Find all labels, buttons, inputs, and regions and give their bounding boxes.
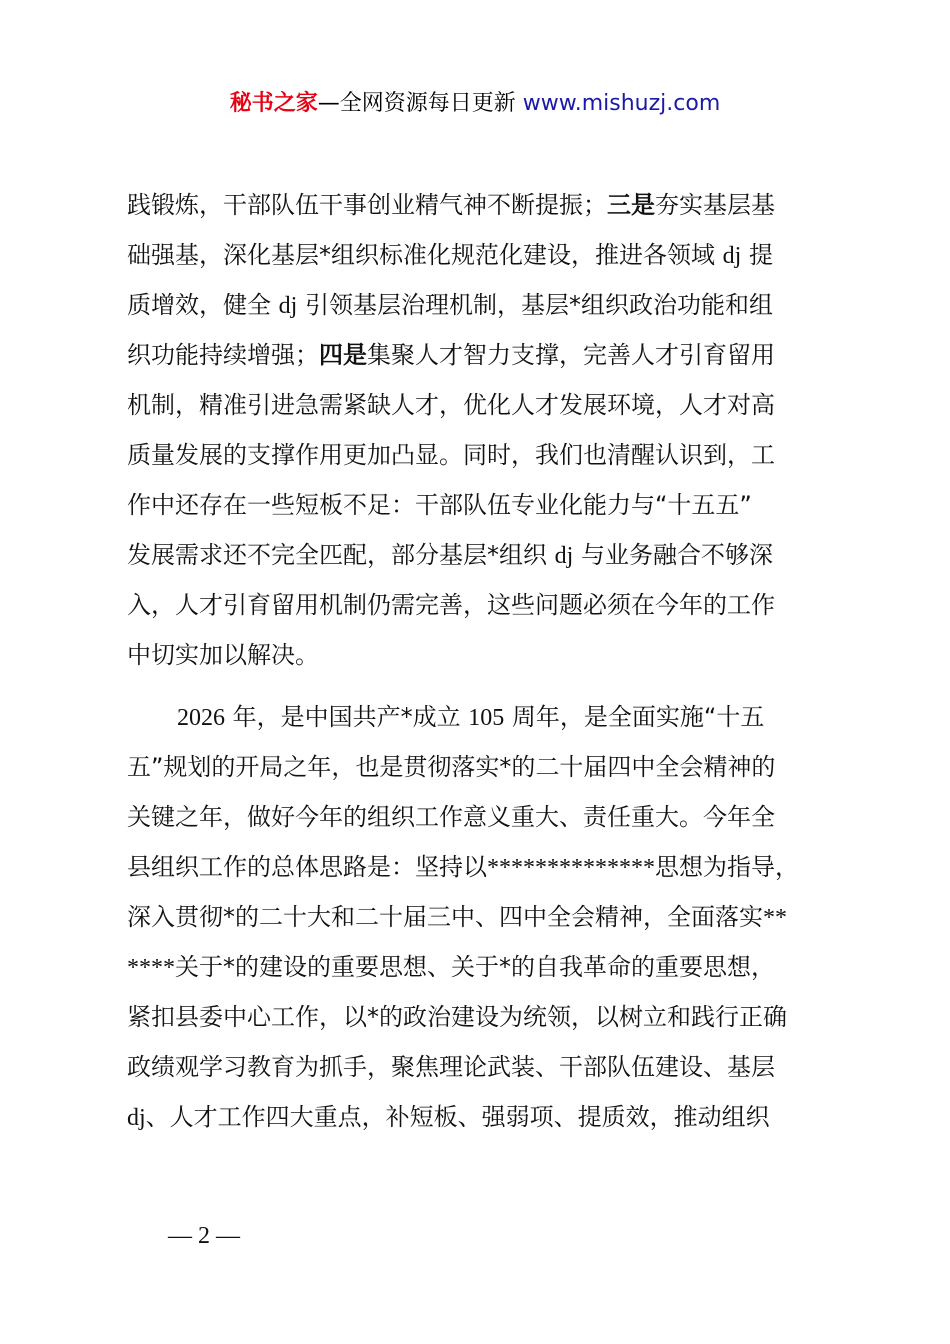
paragraph-2-line-8: 政绩观学习教育为抓手，聚焦理论武装、干部队伍建设、基层 — [127, 1053, 775, 1081]
paragraph-2-line-2: 五”规划的开局之年，也是贯彻落实*的二十届四中全会精神的 — [127, 753, 776, 781]
brand-name: 秘书之家 — [229, 91, 318, 116]
paragraph-1-line-2: 础强基，深化基层*组织标准化规范化建设，推进各领域 dj 提 — [127, 241, 773, 269]
paragraph-2-line-9: dj、人才工作四大重点，补短板、强弱项、提质效，推动组织 — [127, 1103, 770, 1131]
page-number: — 2 — — [168, 1223, 240, 1249]
paragraph-1-line-9: 入，人才引育留用机制仍需完善，这些问题必须在今年的工作 — [127, 591, 775, 619]
paragraph-1-line-10: 中切实加以解决。 — [127, 641, 319, 669]
paragraph-1-line-5: 机制，精准引进急需紧缺人才，优化人才发展环境，人才对高 — [127, 391, 775, 419]
paragraph-2-line-5: 深入贯彻*的二十大和二十届三中、四中全会精神，全面落实** — [127, 903, 787, 931]
paragraph-2-line-1: 2026 年，是中国共产*成立 105 周年，是全面实施“十五 — [177, 703, 765, 731]
paragraph-2-line-3: 关键之年，做好今年的组织工作意义重大、责任重大。今年全 — [127, 803, 775, 831]
page-header — [0, 88, 950, 120]
paragraph-2-line-4: 县组织工作的总体思路是：坚持以**************思想为指导， — [127, 853, 799, 881]
paragraph-1-line-8: 发展需求还不完全匹配，部分基层*组织 dj 与业务融合不够深 — [127, 541, 773, 569]
item-marker-three: 三是 — [607, 191, 655, 219]
paragraph-2-line-7: 紧扣县委中心工作，以*的政治建设为统领，以树立和践行正确 — [127, 1003, 787, 1031]
paragraph-1-line-4: 织功能持续增强；四是集聚人才智力支撑，完善人才引育留用 — [127, 341, 775, 369]
paragraph-1-line-3: 质增效，健全 dj 引领基层治理机制，基层*组织政治功能和组 — [127, 291, 773, 319]
paragraph-1-line-1: 践锻炼，干部队伍干事创业精气神不断提振；三是夯实基层基 — [127, 191, 775, 219]
paragraph-1-line-6: 质量发展的支撑作用更加凸显。同时，我们也清醒认识到，工 — [127, 441, 775, 469]
paragraph-2-line-6: ****关于*的建设的重要思想、关于*的自我革命的重要思想， — [127, 953, 775, 981]
body-text — [127, 180, 847, 1142]
site-url-link[interactable]: www.mishuzj.com — [522, 91, 721, 116]
header-tagline: —全网资源每日更新 — [317, 91, 516, 116]
item-marker-four: 四是 — [319, 341, 367, 369]
paragraph-1-line-7: 作中还存在一些短板不足：干部队伍专业化能力与“十五五” — [127, 491, 752, 519]
